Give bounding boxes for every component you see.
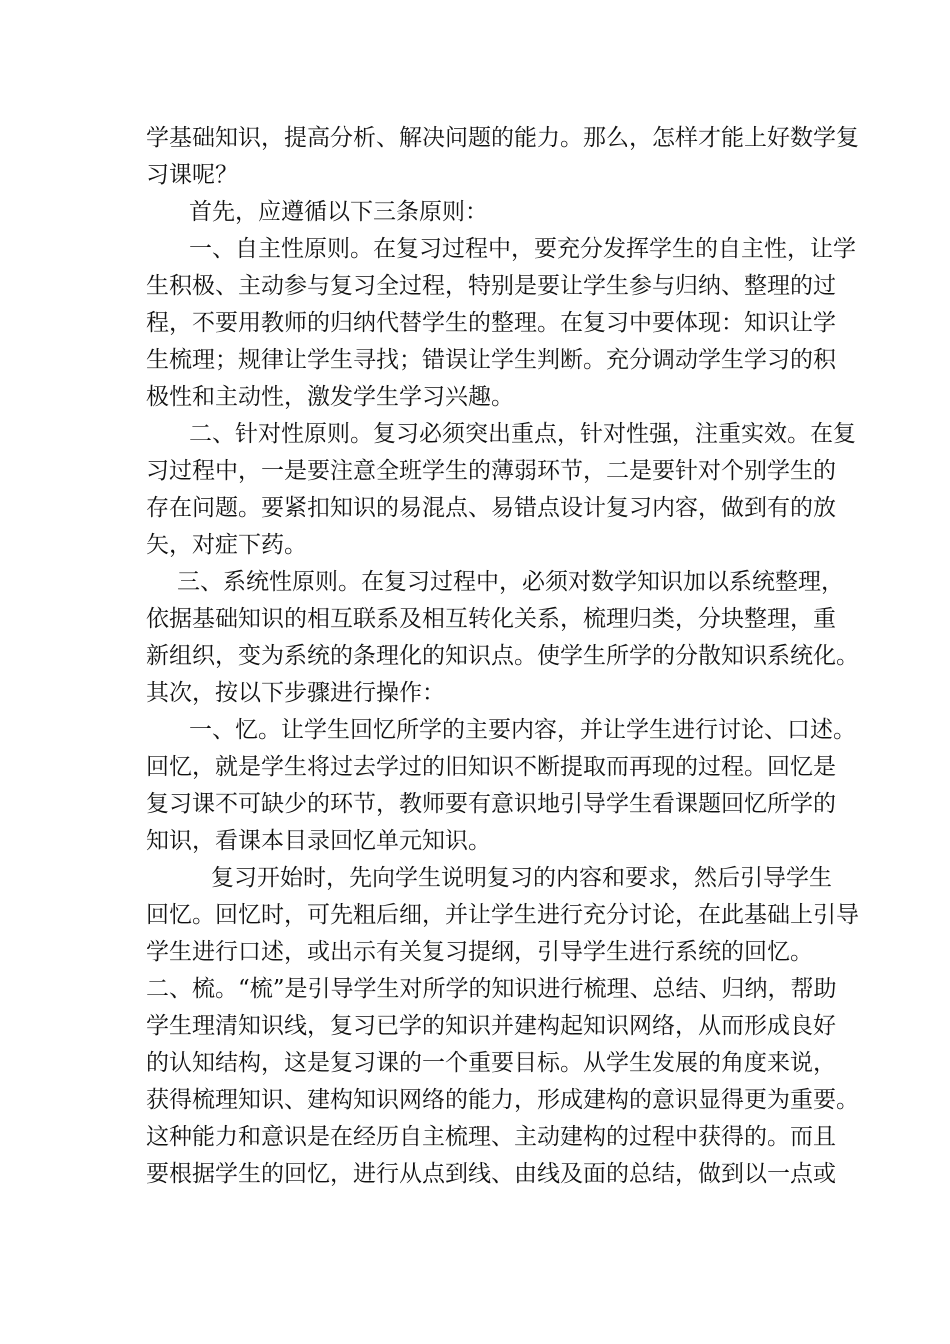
text-line: 习过程中，一是要注意全班学生的薄弱环节，二是要针对个别学生的 (146, 458, 836, 484)
text-line: 获得梳理知识、建构知识网络的能力，形成建构的意识显得更为重要。 (146, 1087, 859, 1113)
text-line: 学生理清知识线，复习已学的知识并建构起知识网络，从而形成良好 (146, 1013, 836, 1039)
text-line: 一、自主性原则。在复习过程中，要充分发挥学生的自主性，让学 (189, 236, 856, 262)
text-line: 的认知结构，这是复习课的一个重要目标。从学生发展的角度来说， (146, 1050, 836, 1076)
text-line: 依据基础知识的相互联系及相互转化关系，梳理归类，分块整理，重 (146, 606, 836, 632)
text-line: 其次，按以下步骤进行操作： (146, 680, 445, 706)
text-line: 知识，看课本目录回忆单元知识。 (146, 828, 491, 854)
text-line: 二、梳。“梳”是引导学生对所学的知识进行梳理、总结、归纳，帮助 (146, 976, 837, 1002)
text-line: 生梳理；规律让学生寻找；错误让学生判断。充分调动学生学习的积 (146, 347, 836, 373)
text-line: 习课呢？ (146, 162, 238, 188)
text-line: 回忆，就是学生将过去学过的旧知识不断提取而再现的过程。回忆是 (146, 754, 836, 780)
text-line: 要根据学生的回忆，进行从点到线、由线及面的总结，做到以一点或 (146, 1161, 836, 1187)
text-line: 学生进行口述，或出示有关复习提纲，引导学生进行系统的回忆。 (146, 939, 813, 965)
text-line: 首先，应遵循以下三条原则： (189, 199, 488, 225)
text-line: 存在问题。要紧扣知识的易混点、易错点设计复习内容，做到有的放 (146, 495, 836, 521)
text-line: 三、系统性原则。在复习过程中，必须对数学知识加以系统整理， (177, 569, 844, 595)
text-line: 这种能力和意识是在经历自主梳理、主动建构的过程中获得的。而且 (146, 1124, 836, 1150)
text-line: 复习开始时，先向学生说明复习的内容和要求，然后引导学生 (211, 865, 832, 891)
text-line: 二、针对性原则。复习必须突出重点，针对性强，注重实效。在复 (189, 421, 856, 447)
text-line: 学基础知识，提高分析、解决问题的能力。那么，怎样才能上好数学复 (146, 125, 859, 151)
text-line: 极性和主动性，激发学生学习兴趣。 (146, 384, 514, 410)
text-line: 回忆。回忆时，可先粗后细，并让学生进行充分讨论，在此基础上引导 (146, 902, 859, 928)
text-line: 生积极、主动参与复习全过程，特别是要让学生参与归纳、整理的过 (146, 273, 836, 299)
text-line: 矢，对症下药。 (146, 532, 307, 558)
text-line: 一、忆。让学生回忆所学的主要内容，并让学生进行讨论、口述。 (189, 717, 856, 743)
text-line: 程，不要用教师的归纳代替学生的整理。在复习中要体现：知识让学 (146, 310, 836, 336)
text-line: 复习课不可缺少的环节，教师要有意识地引导学生看课题回忆所学的 (146, 791, 836, 817)
text-line: 新组织，变为系统的条理化的知识点。使学生所学的分散知识系统化。 (146, 643, 859, 669)
